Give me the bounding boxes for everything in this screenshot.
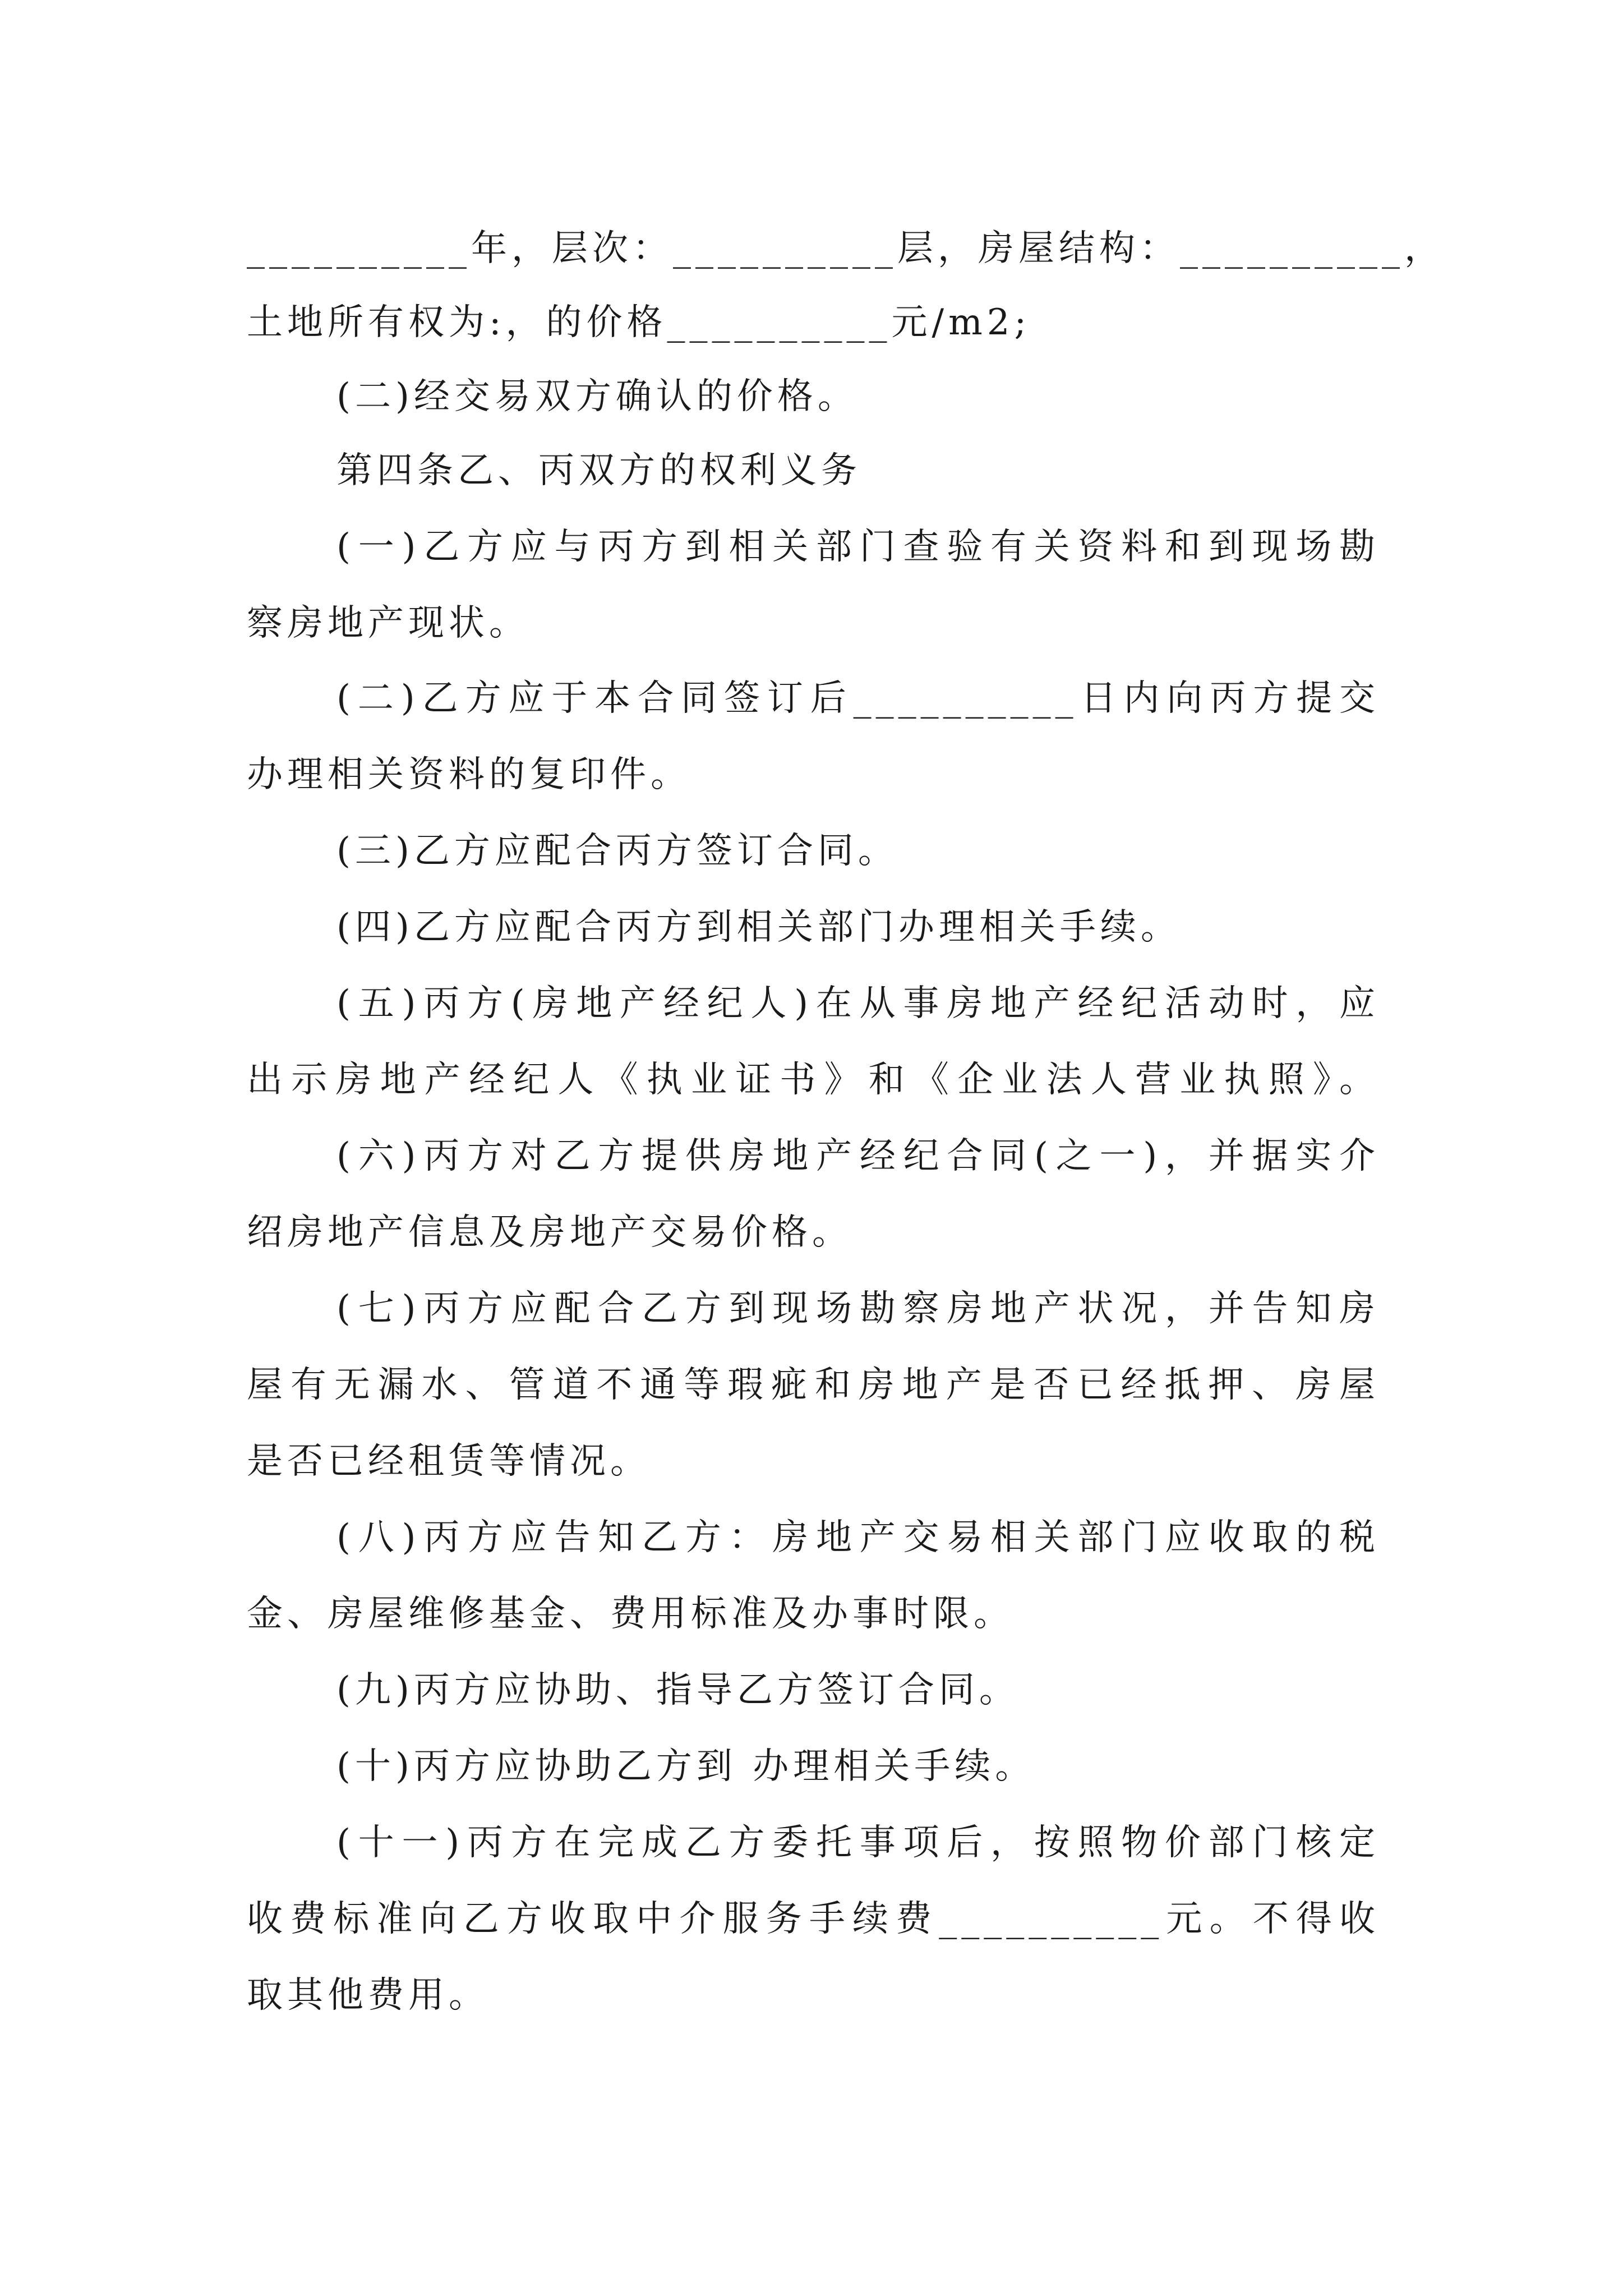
text-line: 出示房地产经纪人《执业证书》和《企业法人营业执照》。	[247, 1059, 1380, 1101]
section-heading: 第四条乙、丙双方的权利义务	[336, 450, 861, 491]
text-line: 土地所有权为:，的价格__________元/m2;	[247, 302, 1031, 343]
text-line: 金、房屋维修基金、费用标准及办事时限。	[247, 1593, 1014, 1635]
text-line: 绍房地产信息及房地产交易价格。	[247, 1212, 852, 1253]
text-line: 办理相关资料的复印件。	[247, 754, 691, 795]
text-line: (八)丙方应告知乙方：房地产交易相关部门应收取的税	[336, 1517, 1380, 1558]
text-line: (九)丙方应协助、指导乙方签订合同。	[336, 1669, 1020, 1711]
text-line: 是否已经租赁等情况。	[247, 1441, 651, 1482]
text-line: (四)乙方应配合丙方到相关部门办理相关手续。	[336, 907, 1181, 948]
text-line: (六)丙方对乙方提供房地产经纪合同(之一)，并据实介	[336, 1135, 1380, 1177]
text-line: (二)乙方应于本合同签订后__________日内向丙方提交	[336, 678, 1380, 719]
text-line: (一)乙方应与丙方到相关部门查验有关资料和到现场勘	[336, 526, 1380, 568]
text-line: (二)经交易双方确认的价格。	[336, 376, 858, 417]
text-line: __________年，层次：__________层，房屋结构：__________，	[247, 228, 1445, 269]
text-line: (十)丙方应协助乙方到 办理相关手续。	[336, 1746, 1036, 1787]
text-line: 收费标准向乙方收取中介服务手续费__________元。不得收	[247, 1898, 1380, 1940]
text-line: (十一)丙方在完成乙方委托事项后，按照物价部门核定	[336, 1822, 1380, 1864]
text-line: 取其他费用。	[247, 1975, 489, 2016]
text-line: (五)丙方(房地产经纪人)在从事房地产经纪活动时，应	[336, 983, 1380, 1024]
text-line: 察房地产现状。	[247, 602, 529, 644]
text-line: (三)乙方应配合丙方签订合同。	[336, 830, 898, 872]
text-line: 屋有无漏水、管道不通等瑕疵和房地产是否已经抵押、房屋	[247, 1364, 1380, 1406]
text-line: (七)丙方应配合乙方到现场勘察房地产状况，并告知房	[336, 1288, 1380, 1329]
